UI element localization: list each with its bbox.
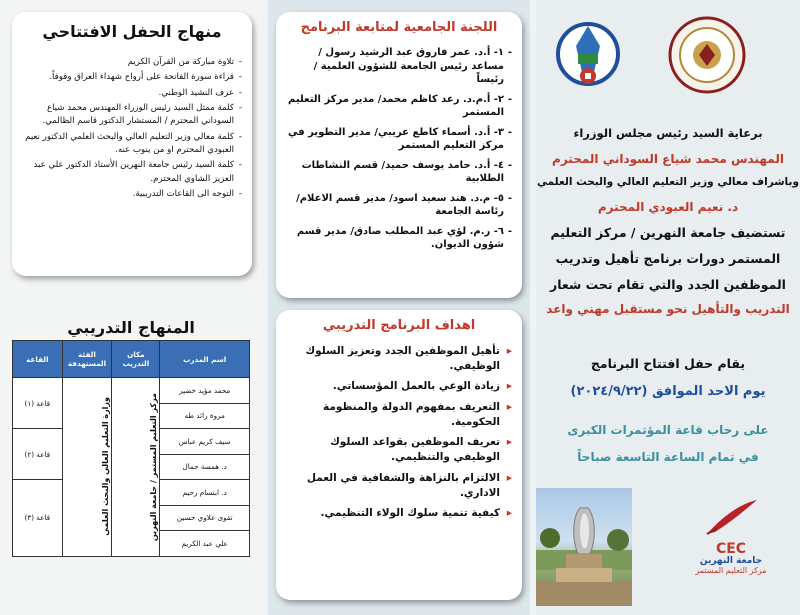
trainer-cell: مروة رائد طه xyxy=(160,403,250,429)
cover-line6: المستمر دورات برنامج تأهيل وتدريب xyxy=(555,251,781,266)
cover-line4: د. نعيم العبودي المحترم xyxy=(597,200,739,214)
cover-date: يوم الاحد الموافق (٢٠٢٤/٩/٢٢) xyxy=(570,384,766,399)
list-item: - ٦- ر.م. لؤي عبد المطلب صادق/ مدير قسم شؤون الديوان. xyxy=(284,225,512,252)
middle-panel xyxy=(268,0,530,615)
cover-line7: الموظفين الجدد والتي تقام تحت شعار xyxy=(550,277,786,292)
opening-program-title: منهاج الحفل الافتتاحي xyxy=(42,22,222,41)
cec-sub-text: مركز التعليم المستمر xyxy=(695,566,767,575)
committee-list xyxy=(284,46,512,258)
list-item: ▸ الالتزام بالنزاهة والشفافية في العمل الاداري. xyxy=(286,471,512,501)
hall-cell: قاعة (١) xyxy=(13,378,63,429)
list-item: - قراءة سورة الفاتحة على أرواح شهداء العراق وقوفاً. xyxy=(22,71,242,84)
training-table xyxy=(12,340,250,557)
monument-photo xyxy=(536,488,632,606)
cover-line5: تستضيف جامعة النهرين / مركز التعليم xyxy=(550,225,786,240)
col-place: مكان التدريب xyxy=(112,341,160,378)
list-item: - عزف النشيد الوطني. xyxy=(22,87,242,100)
list-item: - كلمة السيد رئيس جامعة النهرين الأستاذ الدكتور علي عبد العزيز الشاوي المحترم. xyxy=(22,159,242,186)
cec-center-logo xyxy=(554,16,622,96)
list-item: ▸ كيفية تنمية سلوك الولاء التنظيمي. xyxy=(286,506,512,521)
trainer-cell: محمد مؤيد خضير xyxy=(160,378,250,404)
opening-program-card xyxy=(12,12,252,276)
place-text: مركز التعليم المستمر / جامعة النهرين xyxy=(149,392,159,541)
training-program-title: المنهاج التدريبي xyxy=(67,318,195,337)
nahrain-university-logo xyxy=(668,16,746,94)
place-cell xyxy=(112,378,160,557)
trainer-cell: سيف كريم عباس xyxy=(160,429,250,455)
trainer-cell: تقوى علاوي حسين xyxy=(160,505,250,531)
left-panel xyxy=(0,0,262,615)
target-cell xyxy=(62,378,112,557)
cec-ar-text: جامعة النهرين xyxy=(699,556,763,566)
cover-line2: المهندس محمد شياع السوداني المحترم xyxy=(552,152,784,166)
list-item: - ٢- أ.م.د. رعد كاظم محمد/ مدير مركز التعليم المستمر xyxy=(284,93,512,120)
cover-line1: برعاية السيد رئيس مجلس الوزراء xyxy=(573,126,763,140)
trainer-cell: د. ابتسام رحيم xyxy=(160,480,250,506)
trainer-cell: علي عبد الكريم xyxy=(160,531,250,557)
list-item: - تلاوة مباركة من القرآن الكريم xyxy=(22,56,242,69)
cover-line3: وباشراف معالي وزير التعليم العالي والبحث العلمي xyxy=(537,176,799,188)
cover-slogan: التدريب والتأهيل نحو مستقبل مهني واعد xyxy=(546,302,790,316)
goals-list xyxy=(286,344,512,526)
list-item: - ١- أ.د. عمر فاروق عبد الرشيد رسول / مساعد رئيس الجامعة للشؤون العلمية / رئيساً xyxy=(284,46,512,87)
hall-cell: قاعة (٢) xyxy=(13,429,63,480)
list-item: ▸ تأهيل الموظفين الجدد وتعزيز السلوك الوظيفي. xyxy=(286,344,512,374)
opening-program-list xyxy=(22,56,242,203)
list-item: ▸ زيادة الوعي بالعمل المؤسساتي. xyxy=(286,379,512,394)
cec-text: CEC xyxy=(715,541,747,557)
list-item: - كلمة ممثل السيد رئيس الوزراء المهندس محمد شياع السوداني المحترم / المستشار الدكتور قاسم الظالمي. xyxy=(22,102,242,129)
col-target: الفئة المستهدفة xyxy=(62,341,112,378)
list-item: - ٣- أ.د. أسماء كاطع عريبي/ مدير التطوير في مركز التعليم المستمر xyxy=(284,126,512,153)
cec-bottom-logo xyxy=(666,498,796,598)
list-item: - كلمة معالي وزير التعليم العالي والبحث العلمي الدكتور نعيم العبودي المحترم او من ينوب عنه. xyxy=(22,131,242,158)
quill-icon xyxy=(701,498,761,538)
committee-card xyxy=(276,12,522,298)
target-text: وزارة التعليم العالي والبحث العلمي xyxy=(101,397,111,537)
list-item: - ٤- أ.د. حامد يوسف حميد/ قسم النشاطات الطلابية xyxy=(284,159,512,186)
goals-title: اهداف البرنامج التدريبي xyxy=(322,318,476,333)
col-trainer: اسم المدرب xyxy=(160,341,250,378)
hall-cell: قاعة (٣) xyxy=(13,480,63,557)
right-panel xyxy=(536,0,800,615)
cover-line11: على رحاب قاعة المؤتمرات الكبرى xyxy=(567,423,769,437)
cover-line9: يقام حفل افتتاح البرنامج xyxy=(590,356,746,371)
goals-card xyxy=(276,310,522,600)
col-hall: القاعة xyxy=(13,341,63,378)
list-item: - ٥- م.د. هند سعيد اسود/ مدير قسم الاعلام/ رئاسة الجامعة xyxy=(284,192,512,219)
trainer-cell: د. همسة جمال xyxy=(160,454,250,480)
list-item: - التوجه الى القاعات التدريبية. xyxy=(22,188,242,201)
cover-line12: في تمام الساعة التاسعة صباحاً xyxy=(577,450,759,464)
list-item: ▸ تعريف الموظفين بقواعد السلوك الوظيفي والتنظيمي. xyxy=(286,435,512,465)
committee-title: اللجنة الجامعية لمتابعة البرنامج xyxy=(300,20,498,35)
list-item: ▸ التعريف بمفهوم الدولة والمنظومة الحكومية. xyxy=(286,400,512,430)
